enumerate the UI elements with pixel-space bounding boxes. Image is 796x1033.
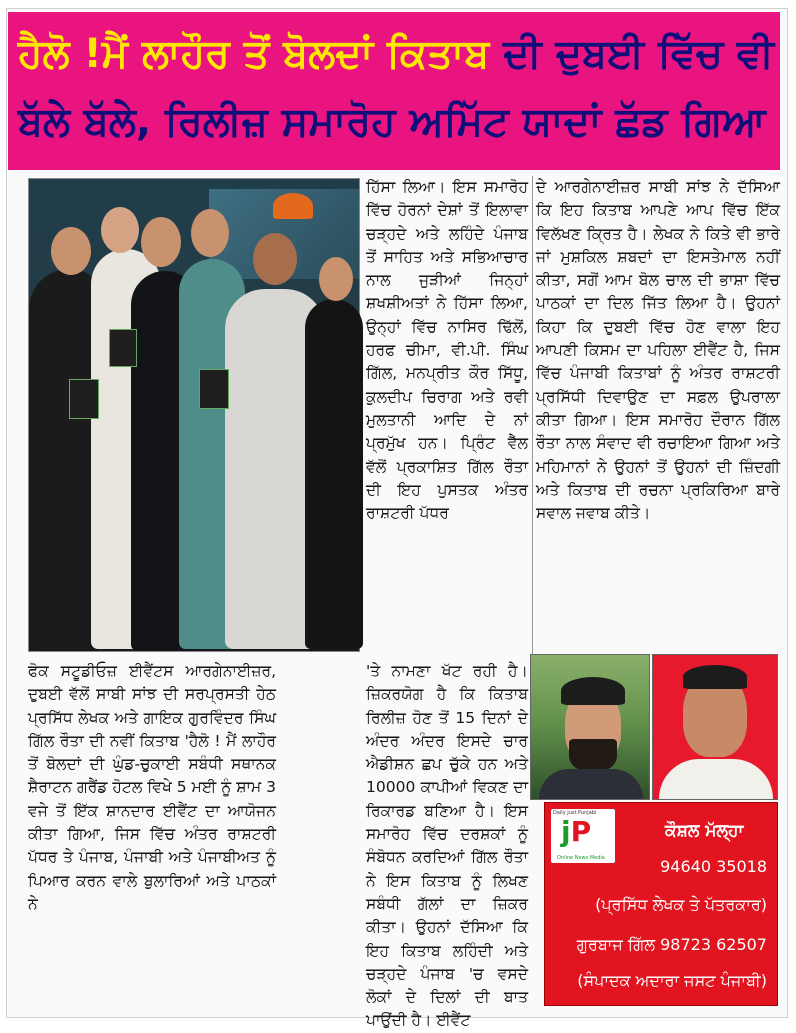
portrait-hair (561, 677, 625, 705)
article-text: ਦੇ ਆਰਗੇਨਾਈਜ਼ਰ ਸਾਬੀ ਸਾਂਝ ਨੇ ਦੱਸਿਆ ਕਿ ਇਹ ਕਿਤਾਬ ਆਪਣੇ ਆਪ ਵਿੱਚ ਇੱਕ ਵਿਲੱਖਣ ਕ੍ਰਿਤ ਹੈ। ਲੇਖਕ ਨੇ ਕਿਤੇ ਵੀ ਭਾਰੇ ਜਾਂ ਮੁਸ਼ਕਿਲ ਸ਼ਬਦਾਂ ਦਾ ਇਸਤੇਮਾਲ ਨਹੀਂ ਕੀਤਾ, ਸਗੋਂ ਆਮ ਬੋਲ ਚਾਲ ਦੀ ਭਾਸ਼ਾ ਵਿੱਚ ਪਾਠਕਾਂ ਦਾ ਦਿਲ ਜਿੱਤ ਲਿਆ ਹੈ। ਉਹਨਾਂ ਕਿਹਾ ਕਿ ਦੁਬਈ ਵਿੱਚ ਹੋਣ ਵਾਲਾ ਇਹ ਆਪਣੀ ਕਿਸਮ ਦਾ ਪਹਿਲਾ ਈਵੈਂਟ ਹੈ, ਜਿਸ ਵਿੱਚ ਪੰਜਾਬੀ ਕਿਤਾਬਾਂ ਨੂੰ ਅੰਤਰ ਰਾਸ਼ਟਰੀ ਪ੍ਰਸਿੱਧੀ ਦਿਵਾਉਣ ਦਾ ਸਫ਼ਲ ਉਪਰਾਲਾ ਕੀਤਾ ਗਿਆ। ਇਸ ਸਮਾਰੋਹ ਦੌਰਾਨ ਗਿੱਲ ਰੌਤਾ ਨਾਲ ਸੰਵਾਦ ਵੀ ਰਚਾਇਆ ਗਿਆ ਅਤੇ ਮਹਿਮਾਨਾਂ ਨੇ ਉਹਨਾਂ ਤੋਂ ਉਹਨਾਂ ਦੀ ਜ਼ਿੰਦਗੀ ਅਤੇ ਕਿਤਾਬ ਦੀ ਰਚਨਾ ਪ੍ਰਕਿਰਿਆ ਬਾਰੇ ਸਵਾਲ ਜਵਾਬ ਕੀਤੇ। (536, 178, 780, 523)
contact-box (544, 802, 778, 1006)
author-phone: 94640 35018 (660, 857, 767, 876)
photo-book (199, 369, 229, 409)
article-text: 'ਤੇ ਨਾਮਣਾ ਖੱਟ ਰਹੀ ਹੈ। ਜ਼ਿਕਰਯੋਗ ਹੈ ਕਿ ਕਿਤਾਬ ਰਿਲੀਜ਼ ਹੋਣ ਤੋਂ 15 ਦਿਨਾਂ ਦੇ ਅੰਦਰ ਅੰਦਰ ਇਸਦੇ ਚਾਰ ਐਡੀਸ਼ਨ ਛਪ ਚੁੱਕੇ ਹਨ ਅਤੇ 10000 ਕਾਪੀਆਂ ਵਿਕਣ ਦਾ ਰਿਕਾਰਡ ਬਣਿਆ ਹੈ। ਇਸ ਸਮਾਰੋਹ ਵਿੱਚ ਦਰਸ਼ਕਾਂ ਨੂੰ ਸੰਬੋਧਨ ਕਰਦਿਆਂ ਗਿੱਲ ਰੌਤਾ ਨੇ ਇਸ ਕਿਤਾਬ ਨੂੰ ਲਿਖਣ ਸਬੰਧੀ ਗੱਲਾਂ ਦਾ ਜ਼ਿਕਰ ਕੀਤਾ। ਉਹਨਾਂ ਦੱਸਿਆ ਕਿ ਇਹ ਕਿਤਾਬ ਲਹਿੰਦੀ ਅਤੇ ਚੜ੍ਹਦੇ ਪੰਜਾਬ 'ਚ ਵਸਦੇ ਲੋਕਾਂ ਦੇ ਦਿਲਾਂ ਦੀ ਬਾਤ ਪਾਉਂਦੀ ਹੈ। ਈਵੈਂਟ (366, 662, 528, 1030)
headline-highlight: ਹੈਲੋ !ਮੈਂ ਲਾਹੌਰ ਤੋਂ ਬੋਲਦਾਂ ਕਿਤਾਬ (18, 31, 490, 77)
reporter-portrait (652, 654, 778, 800)
photo-face (141, 217, 181, 267)
author-name: ਕੌਸ਼ਲ ਮੱਲ੍ਹਾ (665, 821, 744, 841)
photo-book (69, 379, 99, 419)
headline-line-2: ਬੱਲੇ ਬੱਲੇ, ਰਿਲੀਜ਼ ਸਮਾਰੋਹ ਅਮਿੱਟ ਯਾਦਾਂ ਛੱਡ ਗਿਆ (18, 99, 766, 145)
photo-turban (273, 193, 313, 219)
headline-banner (8, 12, 780, 170)
photo-book (109, 329, 137, 367)
logo-mark (561, 817, 591, 847)
article-text: ਫੋਕ ਸਟੂਡੀਓਜ਼ ਈਵੈਂਟਸ ਆਰਗੇਨਾਈਜ਼ਰ, ਦੁਬਈ ਵੱਲੋਂ ਸਾਬੀ ਸਾਂਝ ਦੀ ਸਰਪ੍ਰਸਤੀ ਹੇਠ ਪ੍ਰਸਿੱਧ ਲੇਖਕ ਅਤੇ ਗਾਇਕ ਗੁਰਵਿੰਦਰ ਸਿੰਘ ਗਿੱਲ ਰੌਤਾ ਦੀ ਨਵੀਂ ਕਿਤਾਬ 'ਹੈਲੋ ! ਮੈਂ ਲਾਹੌਰ ਤੋਂ ਬੋਲਦਾਂ ਦੀ ਘੁੰਡ-ਚੁਕਾਈ ਸਬੰਧੀ ਸਥਾਨਕ ਸ਼ੈਰਾਟਨ ਗਰੈਂਡ ਹੋਟਲ ਵਿਖੇ 5 ਮਈ ਨੂੰ ਸ਼ਾਮ 3 ਵਜੇ ਤੋਂ ਇੱਕ ਸ਼ਾਨਦਾਰ ਈਵੈਂਟ ਦਾ ਆਯੋਜਨ ਕੀਤਾ ਗਿਆ, ਜਿਸ ਵਿੱਚ ਅੰਤਰ ਰਾਸ਼ਟਰੀ ਪੱਧਰ ਤੇ ਪੰਜਾਬ, ਪੰਜਾਬੀ ਅਤੇ ਪੰਜਾਬੀਅਤ ਨੂੰ ਪਿਆਰ ਕਰਨ ਵਾਲੇ ਬੁਲਾਰਿਆਂ ਅਤੇ ਪਾਠਕਾਂ ਨੇ (28, 662, 276, 913)
column-divider (532, 176, 533, 654)
photo-face (51, 227, 91, 275)
article-column-1 (28, 660, 276, 1016)
headline-line-1-rest: ਦੀ ਦੁਬਈ ਵਿੱਚ ਵੀ (489, 31, 774, 77)
editor-role: (ਸੰਪਾਦਕ ਅਦਾਰਾ ਜਸਟ ਪੰਜਾਬੀ) (577, 971, 767, 990)
article-column-2 (366, 176, 528, 654)
editor-contact: ਗੁਰਬਾਜ ਗਿੱਲ 98723 62507 (576, 935, 767, 954)
article-column-3 (536, 176, 780, 654)
logo-tagline: Daily Just Punjabi (553, 810, 597, 816)
event-photo (28, 178, 360, 652)
logo-footer: Online News Media (557, 855, 605, 861)
portrait-shirt (539, 769, 643, 799)
article-text: ਹਿੱਸਾ ਲਿਆ। ਇਸ ਸਮਾਰੋਹ ਵਿੱਚ ਹੋਰਨਾਂ ਦੇਸ਼ਾਂ ਤੋਂ ਇਲਾਵਾ ਚੜ੍ਹਦੇ ਅਤੇ ਲਹਿੰਦੇ ਪੰਜਾਬ ਤੋਂ ਸਾਹਿਤ ਅਤੇ ਸਭਿਆਚਾਰ ਨਾਲ ਜੁੜੀਆਂ ਜਿਨ੍ਹਾਂ ਸ਼ਖਸ਼ੀਅਤਾਂ ਨੇ ਹਿੱਸਾ ਲਿਆ, ਉਨ੍ਹਾਂ ਵਿੱਚ ਨਾਸਿਰ ਢਿੱਲੋਂ, ਹਰਫ ਚੀਮਾ, ਵੀ.ਪੀ. ਸਿੰਘ ਗਿੱਲ, ਮਨਪ੍ਰੀਤ ਕੌਰ ਸਿੱਧੂ, ਕੁਲਦੀਪ ਚਿਰਾਗ ਅਤੇ ਰਵੀ ਮੁਲਤਾਨੀ ਆਦਿ ਦੇ ਨਾਂ ਪ੍ਰਮੁੱਖ ਹਨ। ਪ੍ਰਿੰਟ ਵੈੱਲ ਵੱਲੋਂ ਪ੍ਰਕਾਸ਼ਿਤ ਗਿੱਲ ਰੌਤਾ ਦੀ ਇਹ ਪੁਸਤਕ ਅੰਤਰ ਰਾਸ਼ਟਰੀ ਪੱਧਰ (366, 178, 528, 523)
just-punjabi-logo (551, 809, 615, 863)
author-portrait (530, 654, 650, 800)
headline-line-1 (18, 20, 774, 88)
portrait-shirt (659, 759, 773, 799)
photo-face (101, 207, 139, 253)
portrait-hair (683, 665, 747, 689)
logo-letter-p: P (570, 815, 592, 848)
portrait-beard (569, 739, 617, 773)
article-column-mid (366, 660, 528, 1030)
photo-face (319, 257, 353, 301)
photo-face (191, 209, 229, 257)
photo-face (253, 233, 297, 285)
logo-letter-j: j (561, 815, 571, 848)
photo-person (305, 299, 363, 649)
author-role: (ਪ੍ਰਸਿੱਧ ਲੇਖਕ ਤੇ ਪੱਤਰਕਾਰ) (595, 895, 767, 914)
